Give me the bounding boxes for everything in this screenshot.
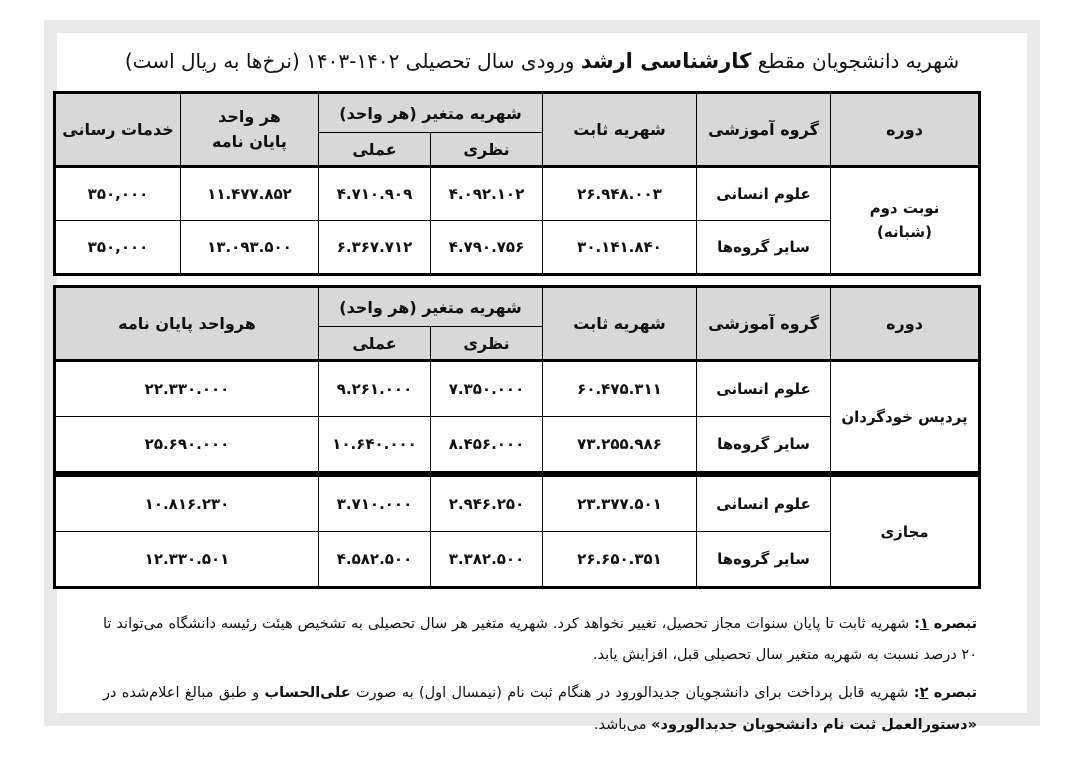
practical-tuition-cell: ۹.۲۶۱.۰۰۰ xyxy=(319,361,431,417)
note-1-colon: : xyxy=(914,616,920,632)
thesis-unit-cell: ۲۵.۶۹۰.۰۰۰ xyxy=(55,417,319,475)
group-label-cell: سایر گروه‌ها xyxy=(697,417,831,475)
col-header-academic-group: گروه آموزشی xyxy=(697,287,831,361)
note-2-text: و طبق مبالغ اعلام‌شده در xyxy=(103,685,265,702)
col-header-variable-tuition: شهریه متغیر (هر واحد) xyxy=(319,93,543,133)
fixed-tuition-cell: ۲۶.۹۴۸.۰۰۳ xyxy=(543,167,697,221)
thesis-unit-cell: ۱۲.۳۳۰.۵۰۱ xyxy=(55,532,319,588)
campus-virtual-tuition-table xyxy=(53,285,981,589)
col-header-thesis-unit: هرواحد پایان نامه xyxy=(55,287,319,361)
night-course-line1: نوبت دوم xyxy=(869,199,940,218)
thesis-unit-cell: ۱۱.۴۷۷.۸۵۲ xyxy=(181,167,319,221)
practical-tuition-cell: ۶.۳۶۷.۷۱۲ xyxy=(319,221,431,275)
services-fee-cell: ۳۵۰,۰۰۰ xyxy=(55,167,181,221)
col-header-course: دوره xyxy=(831,287,980,361)
title-emphasis: کارشناسی ارشد xyxy=(580,49,752,73)
document-page xyxy=(57,33,1027,733)
practical-tuition-cell: ۱۰.۶۴۰.۰۰۰ xyxy=(319,417,431,475)
note-2 xyxy=(103,678,977,740)
thesis-unit-cell: ۲۲.۳۳۰.۰۰۰ xyxy=(55,361,319,417)
note-1-text: شهریه ثابت تا پایان سنوات مجاز تحصیل، تغییر نخواهد کرد. شهریه متغیر هر سال تحصیلی به تشخیص هیئت رئیسه دانشگاه می‌تواند تا ۲۰ درصد نسبت به شهریه متغیر سال تحصیلی قبل، افزایش یابد. xyxy=(103,616,977,664)
col-header-variable-tuition: شهریه متغیر (هر واحد) xyxy=(319,287,543,327)
col-header-academic-group: گروه آموزشی xyxy=(697,93,831,167)
theoretical-tuition-cell: ۴.۰۹۲.۱۰۲ xyxy=(431,167,543,221)
thesis-header-line1: هر واحد xyxy=(218,106,281,126)
services-fee-cell: ۳۵۰,۰۰۰ xyxy=(55,221,181,275)
note-1 xyxy=(103,609,977,671)
night-course-line2: (شبانه) xyxy=(877,222,932,241)
note-2-text: می‌باشد. xyxy=(593,716,652,733)
col-header-thesis-unit xyxy=(181,93,319,167)
title-prefix: شهریه دانشجویان مقطع xyxy=(751,49,960,73)
theoretical-tuition-cell: ۴.۷۹۰.۷۵۶ xyxy=(431,221,543,275)
group-label-cell: علوم انسانی xyxy=(697,167,831,221)
note-2-text: شهریه قابل پرداخت برای دانشجویان جدیدالورود در هنگام ثبت نام (نیمسال اول) به صورت xyxy=(350,685,909,702)
section-label-night-course xyxy=(831,167,980,275)
practical-tuition-cell: ۴.۵۸۲.۵۰۰ xyxy=(319,532,431,588)
col-header-theoretical: نظری xyxy=(431,327,543,361)
col-header-services: خدمات رسانی xyxy=(55,93,181,167)
theoretical-tuition-cell: ۲.۹۴۶.۲۵۰ xyxy=(431,474,543,532)
group-label-cell: علوم انسانی xyxy=(697,474,831,532)
note-2-bold-on-account: علی‌الحساب xyxy=(264,685,351,702)
note-2-bold-directive: «دستورالعمل ثبت نام دانشجویان جدیدالورود» xyxy=(651,716,977,733)
thesis-unit-cell: ۱۳.۰۹۳.۵۰۰ xyxy=(181,221,319,275)
group-label-cell: علوم انسانی xyxy=(697,361,831,417)
col-header-practical: عملی xyxy=(319,327,431,361)
col-header-course: دوره xyxy=(831,93,980,167)
note-2-number: ۲ xyxy=(919,685,929,702)
section-label-virtual: مجازی xyxy=(831,474,980,588)
note-2-label: تبصره xyxy=(933,685,978,702)
practical-tuition-cell: ۳.۷۱۰.۰۰۰ xyxy=(319,474,431,532)
group-label-cell: سایر گروه‌ها xyxy=(697,532,831,588)
col-header-fixed-tuition: شهریه ثابت xyxy=(543,287,697,361)
group-label-cell: سایر گروه‌ها xyxy=(697,221,831,275)
col-header-fixed-tuition: شهریه ثابت xyxy=(543,93,697,167)
page-frame xyxy=(44,20,1040,733)
theoretical-tuition-cell: ۷.۳۵۰.۰۰۰ xyxy=(431,361,543,417)
night-course-tuition-table xyxy=(53,91,981,276)
note-1-label: تبصره xyxy=(933,616,978,632)
theoretical-tuition-cell: ۳.۳۸۲.۵۰۰ xyxy=(431,532,543,588)
note-2-colon: : xyxy=(913,685,920,702)
practical-tuition-cell: ۴.۷۱۰.۹۰۹ xyxy=(319,167,431,221)
thesis-header-line2: پایان نامه xyxy=(212,131,287,151)
section-label-self-funded-campus: پردیس خودگردان xyxy=(831,361,980,475)
fixed-tuition-cell: ۶۰.۴۷۵.۳۱۱ xyxy=(543,361,697,417)
fixed-tuition-cell: ۲۶.۶۵۰.۳۵۱ xyxy=(543,532,697,588)
theoretical-tuition-cell: ۸.۴۵۶.۰۰۰ xyxy=(431,417,543,475)
fixed-tuition-cell: ۳۰.۱۴۱.۸۴۰ xyxy=(543,221,697,275)
thesis-unit-cell: ۱۰.۸۱۶.۲۳۰ xyxy=(55,474,319,532)
page-title xyxy=(73,49,1011,73)
col-header-practical: عملی xyxy=(319,133,431,167)
title-suffix: ورودی سال تحصیلی ۱۴۰۲-۱۴۰۳ (نرخ‌ها به ریال است) xyxy=(124,49,581,73)
fixed-tuition-cell: ۲۳.۳۷۷.۵۰۱ xyxy=(543,474,697,532)
footnotes xyxy=(103,609,977,741)
fixed-tuition-cell: ۷۳.۲۵۵.۹۸۶ xyxy=(543,417,697,475)
col-header-theoretical: نظری xyxy=(431,133,543,167)
note-1-number: ۱ xyxy=(919,616,929,632)
